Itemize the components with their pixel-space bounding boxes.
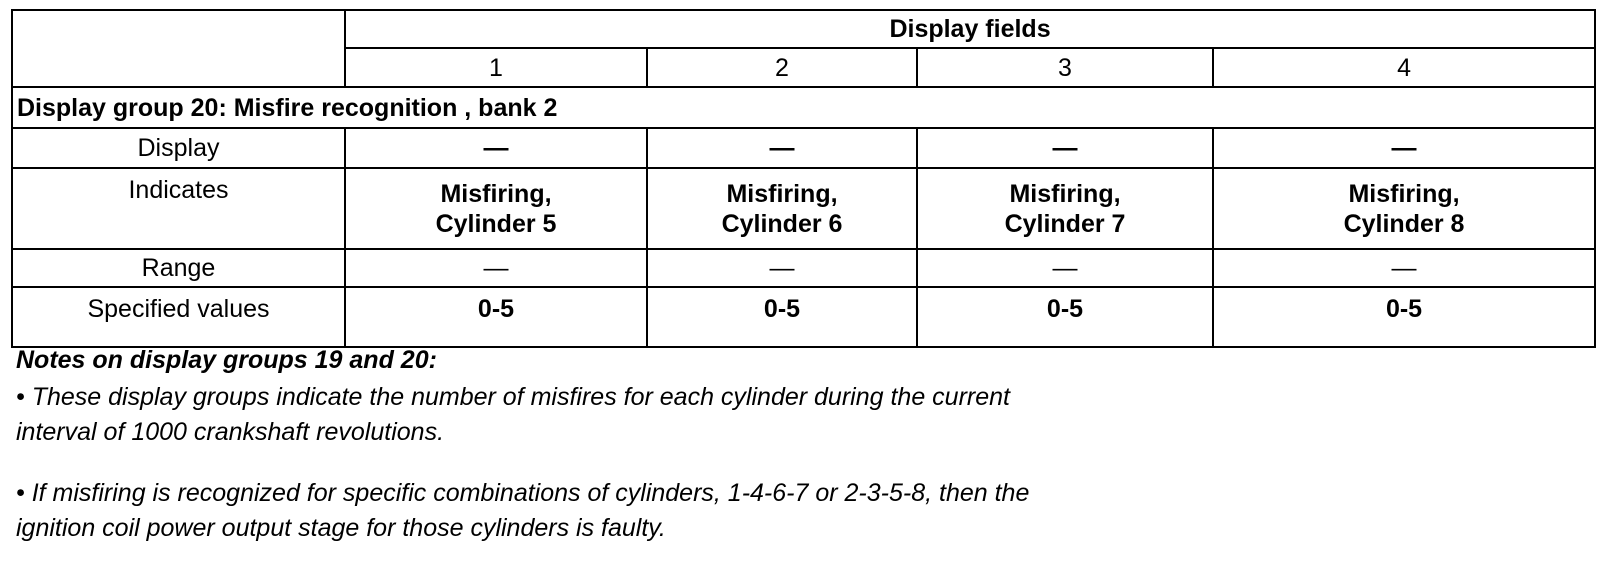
- field-number-4: 4: [1213, 48, 1595, 87]
- table-corner-cell: [12, 10, 345, 87]
- notes-section: [16, 343, 1576, 546]
- indicates-value-4: [1213, 168, 1595, 249]
- indicates-line2: Cylinder 8: [1343, 209, 1465, 238]
- indicates-line1: Misfiring,: [1348, 179, 1460, 208]
- indicates-value-3: [917, 168, 1213, 249]
- display-group-table: [11, 9, 1596, 348]
- range-value-4: —: [1213, 249, 1595, 287]
- indicates-line2: Cylinder 7: [1004, 209, 1126, 238]
- row-label-display: Display: [12, 128, 345, 168]
- note-line: • If misfiring is recognized for specific combinations of cylinders, 1-4-6-7 or 2-3-5-8, then the: [16, 479, 1030, 507]
- note-line: interval of 1000 crankshaft revolutions.: [16, 418, 445, 446]
- display-fields-header: Display fields: [345, 10, 1595, 48]
- display-value-2: —: [647, 128, 917, 168]
- field-number-2: 2: [647, 48, 917, 87]
- row-label-indicates: Indicates: [12, 168, 345, 249]
- indicates-line1: Misfiring,: [726, 179, 838, 208]
- indicates-line2: Cylinder 5: [435, 209, 557, 238]
- table-row: [12, 249, 1595, 287]
- note-line: • These display groups indicate the number of misfires for each cylinder during the current: [16, 383, 1010, 411]
- range-value-2: —: [647, 249, 917, 287]
- field-number-3: 3: [917, 48, 1213, 87]
- note-line: ignition coil power output stage for those cylinders is faulty.: [16, 514, 666, 542]
- table-row: [12, 128, 1595, 168]
- field-number-1: 1: [345, 48, 647, 87]
- display-value-3: —: [917, 128, 1213, 168]
- indicates-line1: Misfiring,: [440, 179, 552, 208]
- range-value-3: —: [917, 249, 1213, 287]
- specified-value-4: 0-5: [1213, 287, 1595, 347]
- indicates-line1: Misfiring,: [1009, 179, 1121, 208]
- indicates-line2: Cylinder 6: [721, 209, 843, 238]
- indicates-value-2: [647, 168, 917, 249]
- range-value-1: —: [345, 249, 647, 287]
- table-row: [12, 168, 1595, 249]
- specified-value-1: 0-5: [345, 287, 647, 347]
- specified-value-3: 0-5: [917, 287, 1213, 347]
- display-value-1: —: [345, 128, 647, 168]
- note-item: [16, 380, 1216, 450]
- note-item: [16, 476, 1216, 546]
- notes-title: Notes on display groups 19 and 20:: [16, 346, 437, 374]
- specified-value-2: 0-5: [647, 287, 917, 347]
- row-label-specified-values: Specified values: [12, 287, 345, 347]
- row-label-range: Range: [12, 249, 345, 287]
- table-row: [12, 287, 1595, 347]
- display-value-4: —: [1213, 128, 1595, 168]
- display-group-title: Display group 20: Misfire recognition , bank 2: [12, 87, 1595, 128]
- indicates-value-1: [345, 168, 647, 249]
